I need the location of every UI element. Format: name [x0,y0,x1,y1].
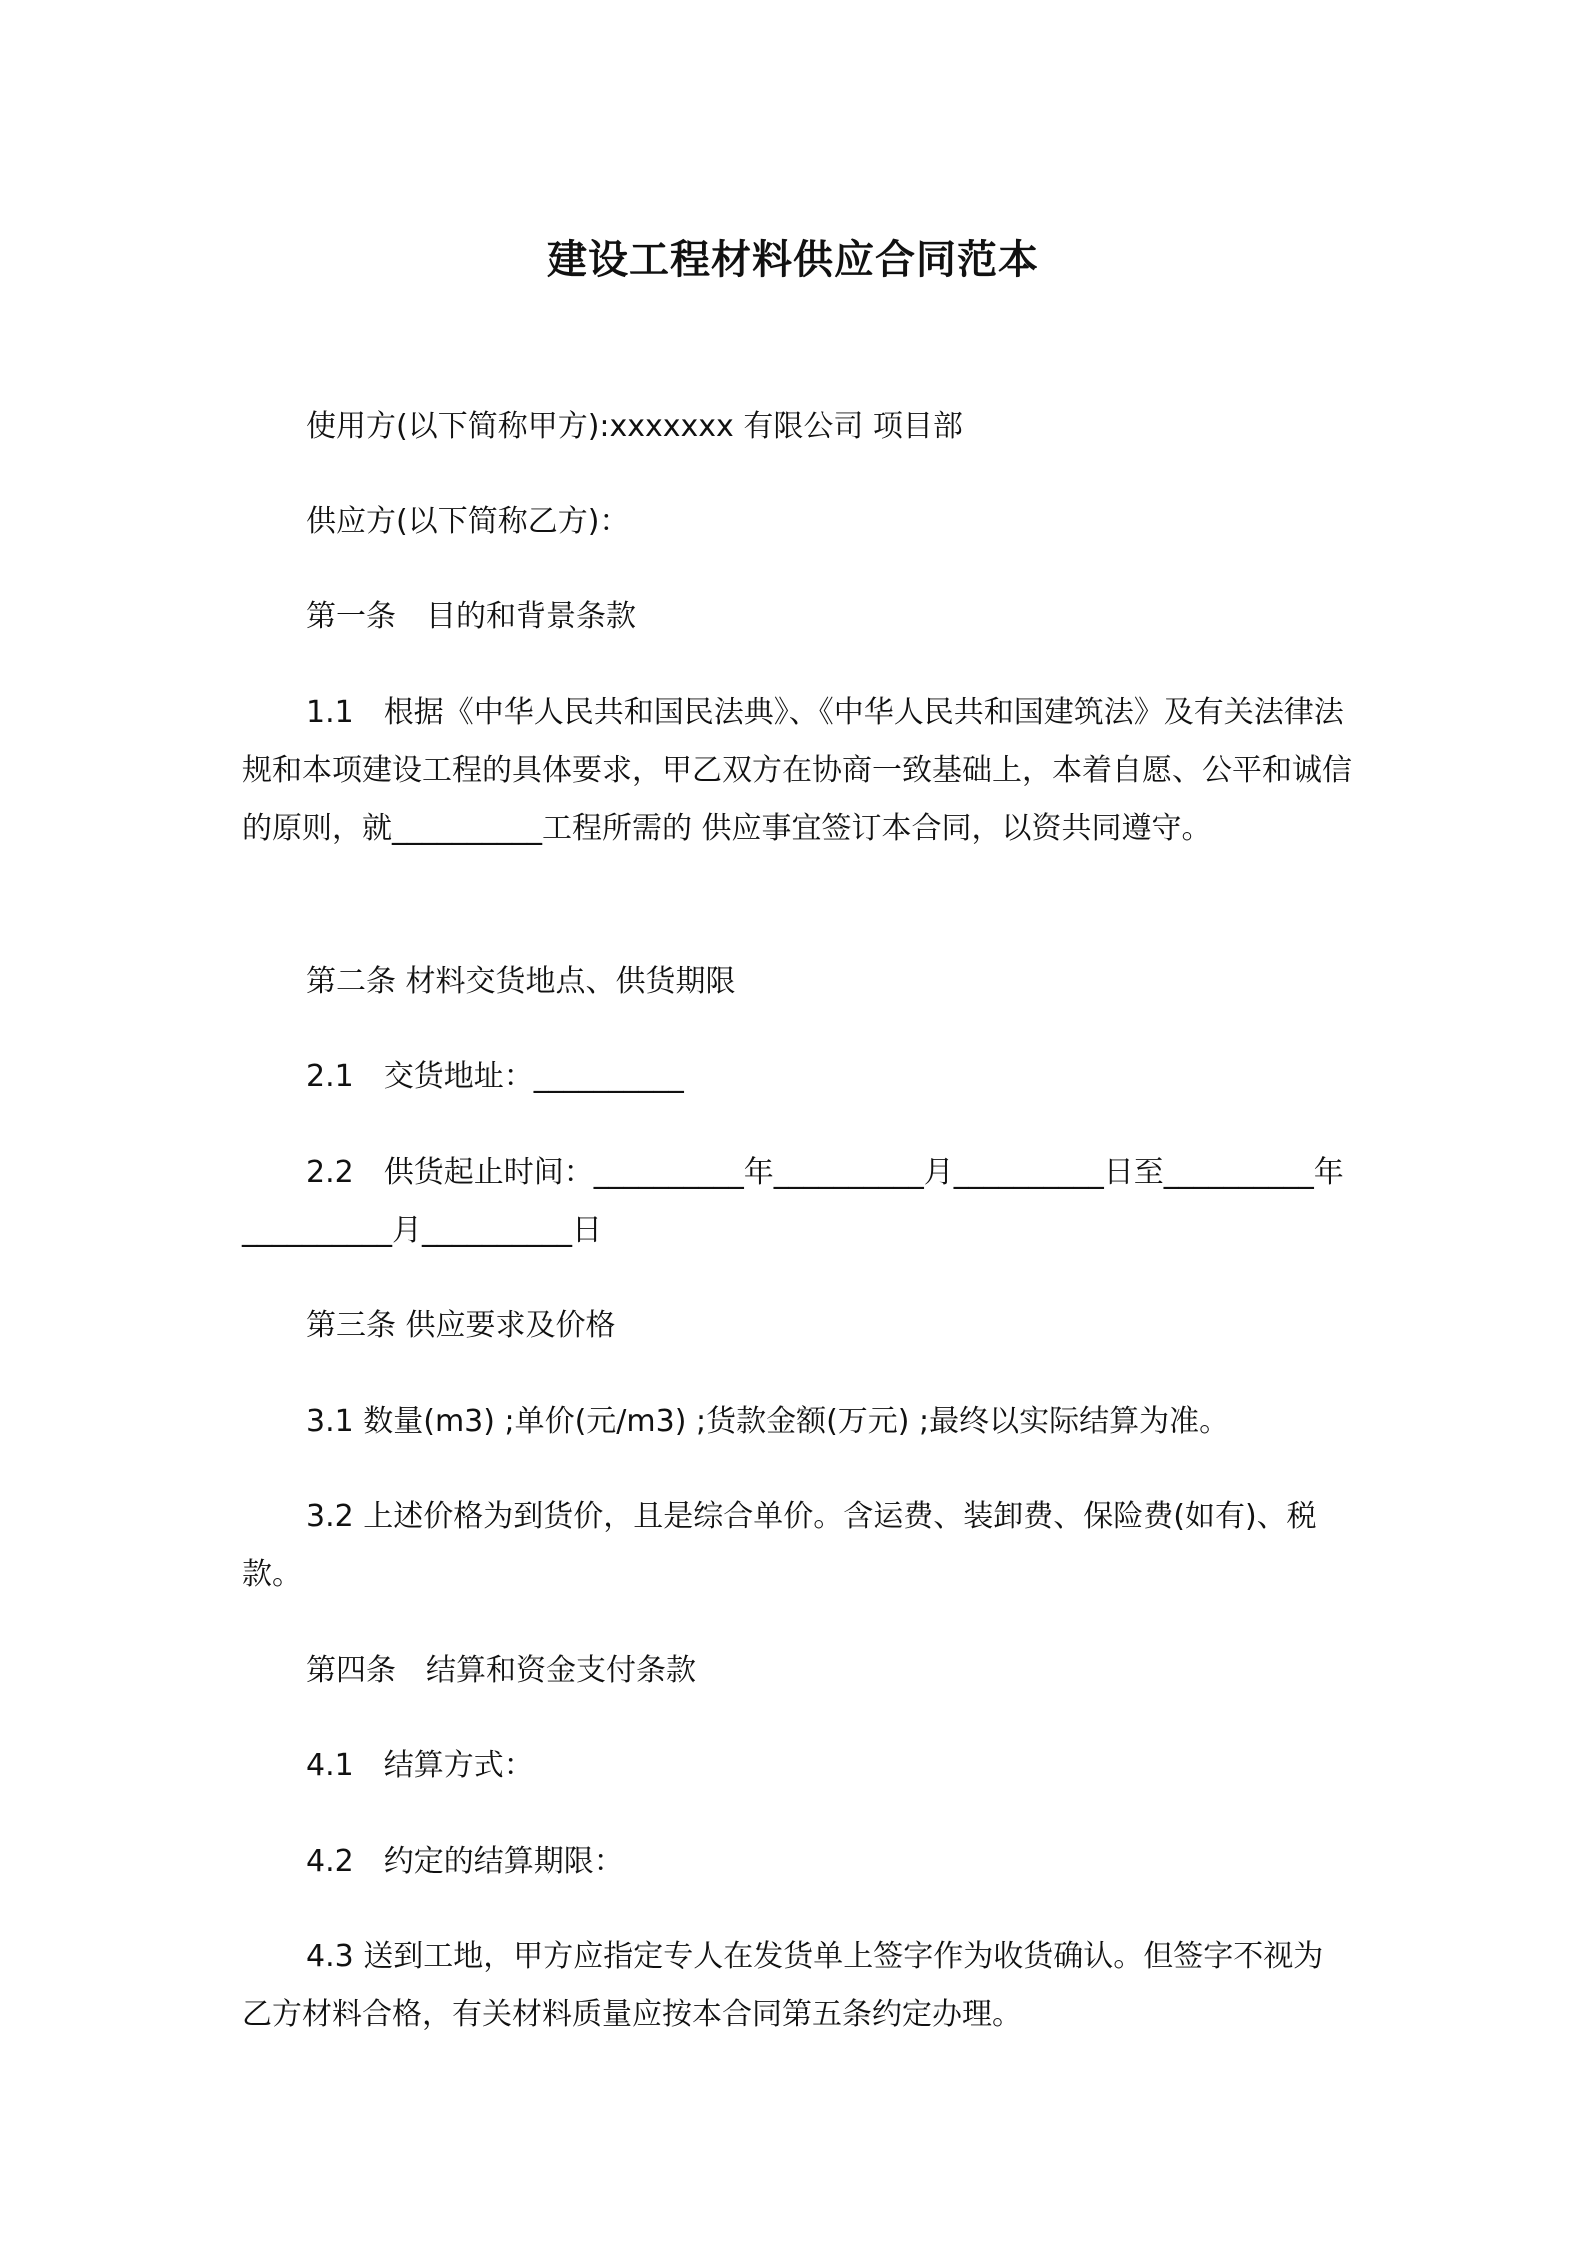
clause-4-3: 4.3 送到工地，甲方应指定专人在发货单上签字作为收货确认。但签字不视为乙方材料合格，有关材料质量应按本合同第五条约定办理。 [242,1939,1324,2032]
article-1-heading: 第一条 目的和背景条款 [306,599,636,634]
party-b-line: 供应方(以下简称乙方)： [306,504,630,539]
clause-2-2: 2.2 供货起止时间：__________年__________月__________日至__________年__________月__________日 [242,1155,1344,1248]
article-4-heading: 第四条 结算和资金支付条款 [306,1653,696,1688]
clause-2-1: 2.1 交货地址：__________ [306,1059,684,1094]
party-a-line: 使用方(以下简称甲方):xxxxxxx 有限公司 项目部 [306,409,963,444]
clause-3-1: 3.1 数量(m3) ;单价(元/m3) ;货款金额(万元) ;最终以实际结算为准。 [306,1404,1230,1439]
article-2-heading: 第二条 材料交货地点、供货期限 [306,964,736,999]
clause-3-2: 3.2 上述价格为到货价，且是综合单价。含运费、装卸费、保险费(如有)、税款。 [242,1499,1317,1592]
clause-4-2: 4.2 约定的结算期限： [306,1844,624,1879]
article-3-heading: 第三条 供应要求及价格 [306,1308,616,1343]
clause-4-1: 4.1 结算方式： [306,1748,534,1783]
clause-1-1: 1.1 根据《中华人民共和国民法典》、《中华人民共和国建筑法》及有关法律法规和本项建设工程的具体要求，甲乙双方在协商一致基础上，本着自愿、公平和诚信的原则，就__________工程所需的 供应事宜签订本合同，以资共同遵守。 [242,695,1352,846]
document-title: 建设工程材料供应合同范本 [547,237,1039,283]
